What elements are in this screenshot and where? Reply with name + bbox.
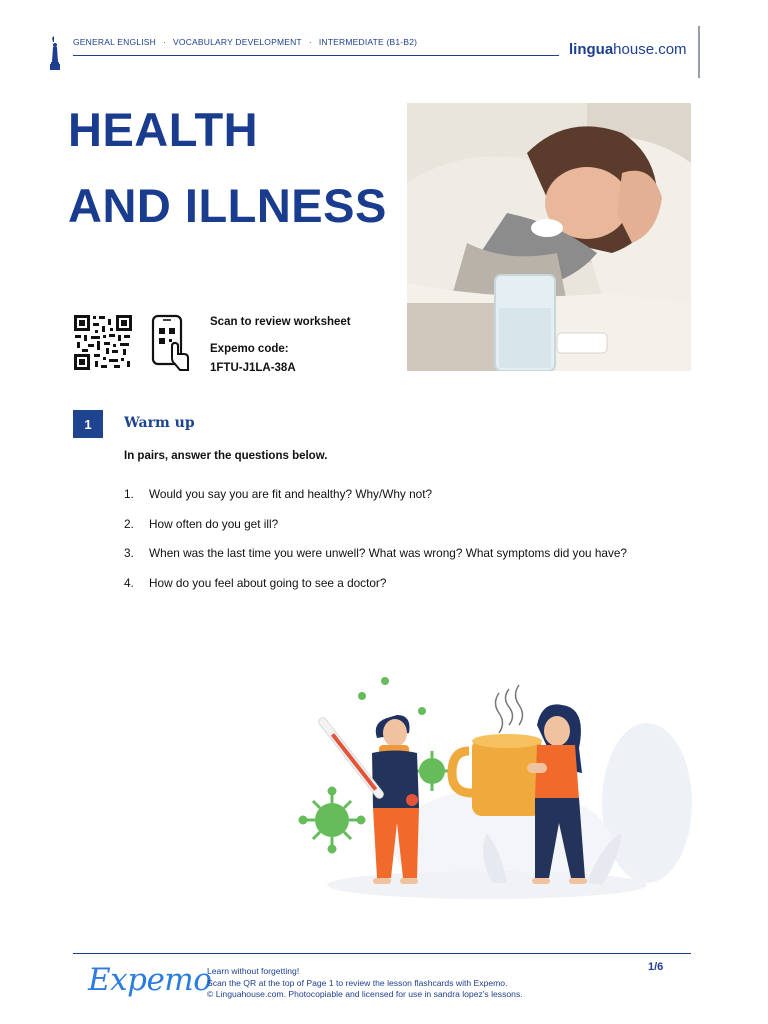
page-number: 1/6 bbox=[648, 961, 664, 973]
list-item bbox=[124, 576, 704, 606]
scan-label: Scan to review worksheet bbox=[210, 316, 351, 328]
page-header bbox=[50, 28, 700, 68]
section-title: Warm up bbox=[124, 415, 195, 431]
question-text: When was the last time you were unwell? What was wrong? What symptoms did you have? bbox=[149, 546, 627, 560]
question-number: 2. bbox=[124, 516, 134, 531]
question-text: How do you feel about going to see a doctor? bbox=[149, 575, 387, 590]
sick-woman-photo bbox=[407, 103, 691, 371]
footer-instructions: Scan the QR at the top of Page 1 to review the lesson flashcards with Expemo. bbox=[207, 977, 508, 988]
title-line-2: AND ILLNESS bbox=[68, 179, 387, 232]
breadcrumb: GENERAL ENGLISH · VOCABULARY DEVELOPMENT · INTERMEDIATE (B1-B2) bbox=[73, 37, 418, 47]
brand-rule bbox=[698, 26, 700, 78]
statue-of-liberty-icon bbox=[50, 36, 60, 70]
question-text: How often do you get ill? bbox=[149, 516, 279, 531]
qr-code-icon[interactable] bbox=[73, 314, 133, 371]
list-item bbox=[124, 487, 704, 517]
list-item bbox=[124, 517, 704, 547]
header-divider bbox=[73, 55, 559, 56]
sick-people-illustration bbox=[287, 653, 692, 910]
question-number: 4. bbox=[124, 575, 134, 590]
expemo-logo[interactable]: Expemo bbox=[88, 962, 212, 998]
footer-copyright: © Linguahouse.com. Photocopiable and licensed for use in sandra lopez's lessons. bbox=[207, 989, 523, 999]
page-title bbox=[68, 92, 398, 244]
brand-bold: lingua bbox=[569, 41, 614, 58]
question-number: 3. bbox=[124, 546, 134, 560]
breadcrumb-course[interactable]: GENERAL ENGLISH bbox=[73, 37, 156, 47]
breadcrumb-level[interactable]: INTERMEDIATE (B1-B2) bbox=[318, 37, 418, 47]
section-instructions: In pairs, answer the questions below. bbox=[124, 450, 328, 462]
footer-divider bbox=[73, 953, 691, 954]
expemo-code: 1FTU-J1LA-38A bbox=[210, 362, 296, 374]
section-number-badge: 1 bbox=[73, 410, 103, 438]
breadcrumb-category[interactable]: VOCABULARY DEVELOPMENT bbox=[173, 37, 302, 47]
question-number: 1. bbox=[124, 487, 134, 501]
footer-tagline: Learn without forgetting! bbox=[207, 966, 300, 976]
brand-rest: house.com bbox=[613, 41, 687, 58]
title-line-1: HEALTH bbox=[68, 103, 259, 156]
brand-logo[interactable] bbox=[569, 41, 687, 58]
phone-scan-icon bbox=[150, 314, 190, 372]
expemo-code-label: Expemo code: bbox=[210, 343, 289, 355]
question-list bbox=[124, 487, 704, 605]
question-text: Would you say you are fit and healthy? Why/Why not? bbox=[149, 487, 433, 501]
scan-info bbox=[210, 313, 351, 378]
footer-text bbox=[207, 966, 523, 1001]
list-item bbox=[124, 546, 704, 576]
